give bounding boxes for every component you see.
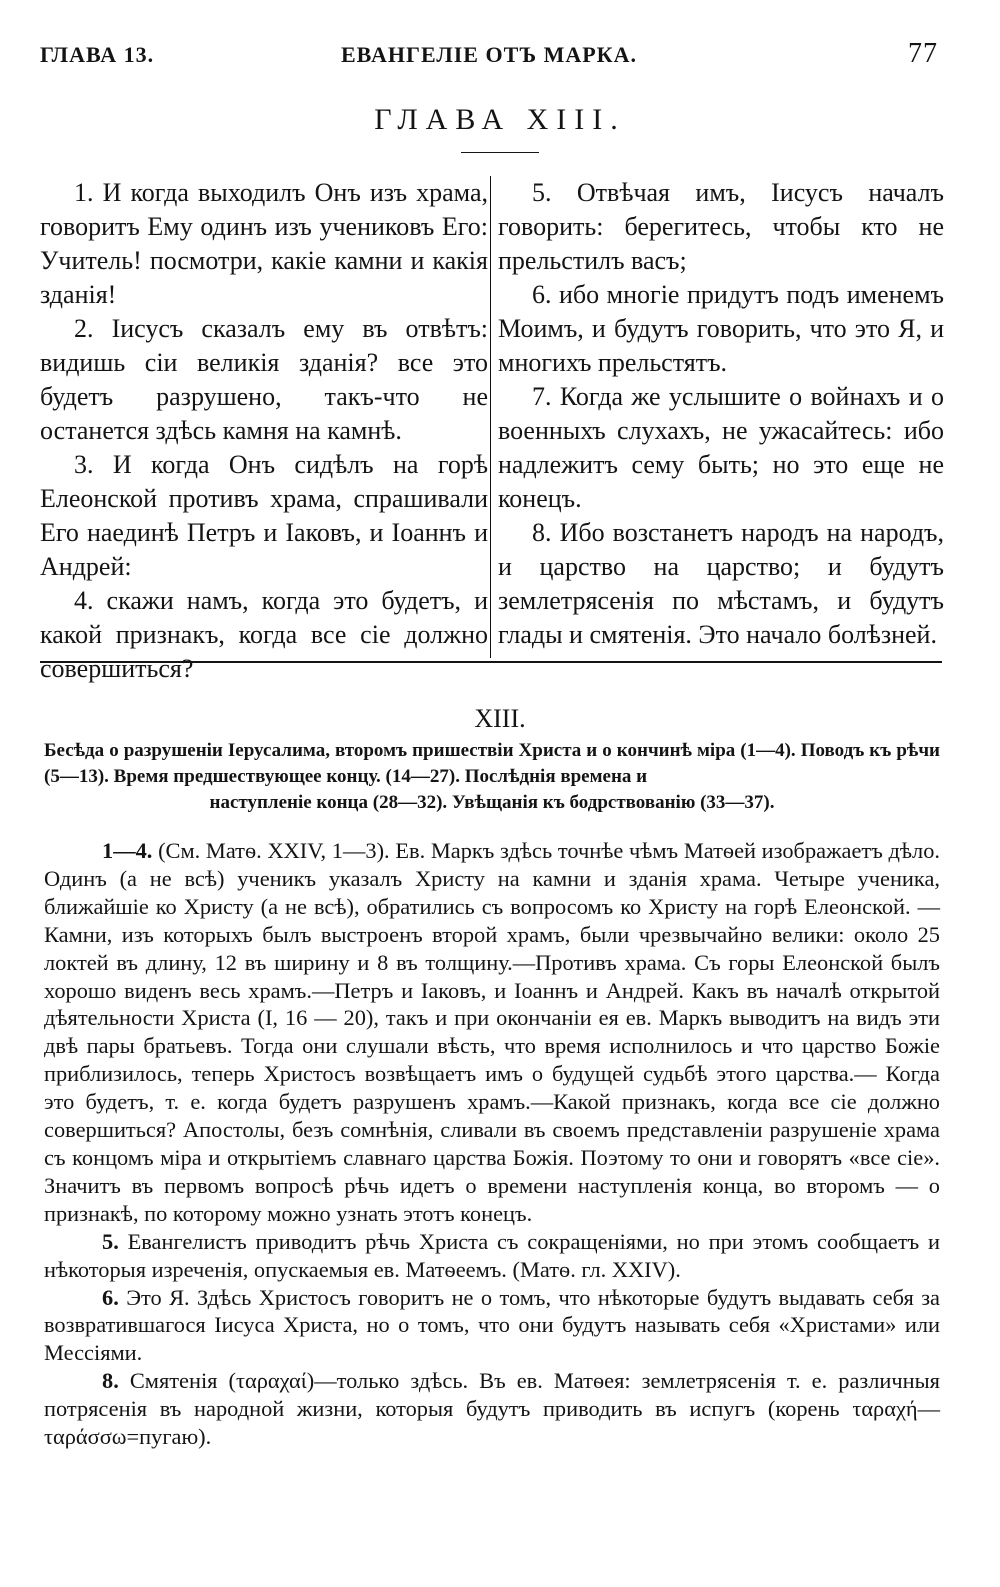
chapter-title: ГЛАВА XIII. — [374, 103, 626, 136]
verse-8: 8. Ибо возстанетъ народъ на народъ, и царство на царство; и будутъ землетрясенія по мѣстамъ, и будутъ глады и смятенія. Это начало болѣзней. — [498, 518, 944, 649]
commentary-body — [44, 837, 940, 1451]
summary-last-line: наступленіе конца (28—32). Увѣщанія къ бодрствованію (33—37). — [209, 792, 775, 813]
paragraph-text: Евангелистъ приводитъ рѣчь Христа съ сокращеніями, но при этомъ сообщаетъ и нѣкоторыя изреченія, опускаемыя ев. Матѳеемъ. (Матѳ. гл. XXIV). — [44, 1228, 940, 1282]
scripture-columns — [40, 176, 944, 683]
commentary-paragraph-5 — [44, 1228, 940, 1284]
column-divider — [490, 176, 491, 658]
running-head-chapter: ГЛАВА 13. — [40, 42, 155, 67]
paragraph-text: Это Я. Здѣсь Христосъ говоритъ не о томъ, что нѣкоторые будутъ выдавать себя за возвратившагося Іисуса Христа, но о томъ, что они будутъ называть себя «Христами» или Мессіями. — [44, 1284, 940, 1366]
paragraph-text: Смятенія (ταραχαί)—только здѣсь. Въ ев. Матѳея: землетрясенія т. е. различныя потрясенія въ народной жизни, которыя будутъ приводить въ испугъ (корень ταραχή—ταράσσω=пугаю). — [44, 1368, 940, 1450]
right-column — [498, 176, 944, 652]
commentary-heading: XIII. — [474, 704, 526, 733]
verse-ref: 5. — [102, 1228, 119, 1254]
chapter-summary — [44, 738, 940, 816]
verse-6: 6. ибо многіе придутъ подъ именемъ Моимъ, и будутъ говорить, что это Я, и многихъ прельстятъ. — [498, 280, 944, 377]
title-rule — [461, 152, 539, 153]
verse-5: 5. Отвѣчая имъ, Іисусъ началъ говорить: берегитесь, чтобы кто не прельстилъ васъ; — [498, 178, 944, 275]
verse-ref: 8. — [102, 1368, 119, 1394]
left-column — [40, 176, 488, 686]
paragraph-text: (См. Матѳ. XXIV, 1—3). Ев. Маркъ здѣсь точнѣе чѣмъ Матѳей изображаетъ дѣло. Одинъ (а не всѣ) ученикъ указалъ Христу на камни и зданія храма. Четыре ученика, ближайшіе ко Христу (а не всѣ), обратились съ вопросомъ ко Христу на горѣ Елеонской. — Камни, изъ которыхъ былъ выстроенъ второй храмъ, были чрезвычайно велики: около 25 локтей въ длину, 12 въ ширину и 8 въ толщину.—Противъ храма. Съ горы Елеонской былъ хорошо виденъ весь храмъ.—Петръ и Іаковъ, и Іоаннъ и Андрей. Какъ въ началѣ открытой дѣятельности Христа (I, 16 — 20), такъ и при окончаніи ея ев. Маркъ выводитъ на видъ эти двѣ пары братьевъ. Тогда они слушали вѣсть, что время исполнилось и что царство Божіе приблизилось, теперь Христосъ возвѣщаетъ имъ о будущей судьбѣ этого царства.— Когда это будетъ, т. е. когда будетъ разрушенъ храмъ.—Какой признакъ, когда все сіе должно совершиться? Апостолы, безъ сомнѣнія, сливали въ своемъ представленіи разрушеніе храма съ концомъ міра и открытіемъ славнаго царства Божія. Поэтому то они и говорятъ «все сіе». Значитъ въ первомъ вопросѣ рѣчь идетъ о времени наступленія конца, во второмъ — о признакѣ, по которому можно узнать этотъ конецъ. — [44, 838, 940, 1226]
verse-ref: 1—4. — [102, 838, 153, 863]
commentary-paragraph-1-4 — [44, 837, 940, 1228]
summary-main: Бесѣда о разрушеніи Іерусалима, второмъ пришествіи Христа и о кончинѣ міра (1—4). Поводъ къ рѣчи (5—13). Время предшествующее концу. (14—27). Послѣднія времена и — [44, 740, 940, 787]
verse-4: 4. скажи намъ, когда это будетъ, и какой признакъ, когда все сіе должно совершиться? — [40, 586, 488, 683]
running-head — [40, 38, 938, 78]
page-number: 77 — [908, 38, 938, 69]
commentary-paragraph-6 — [44, 1284, 940, 1368]
columns-bottom-rule — [40, 661, 942, 663]
verse-ref: 6. — [102, 1284, 119, 1310]
verse-3: 3. И когда Онъ сидѣлъ на горѣ Елеонской противъ храма, спрашивали Его наединѣ Петръ и Іаковъ, и Іоаннъ и Андрей: — [40, 450, 488, 581]
running-head-book-title: ЕВАНГЕЛІЕ ОТЪ МАРКА. — [340, 42, 638, 67]
verse-7: 7. Когда же услышите о войнахъ и о военныхъ слухахъ, не ужасайтесь: ибо надлежитъ сему быть; но это еще не конецъ. — [498, 382, 944, 513]
verse-1: 1. И когда выходилъ Онъ изъ храма, говоритъ Ему одинъ изъ учениковъ Его: Учитель! посмотри, какіе камни и какія зданія! — [40, 178, 488, 309]
commentary-paragraph-8 — [44, 1367, 940, 1451]
verse-2: 2. Іисусъ сказалъ ему въ отвѣтъ: видишь сіи великія зданія? все это будетъ разрушено, такъ-что не останется здѣсь камня на камнѣ. — [40, 314, 488, 445]
